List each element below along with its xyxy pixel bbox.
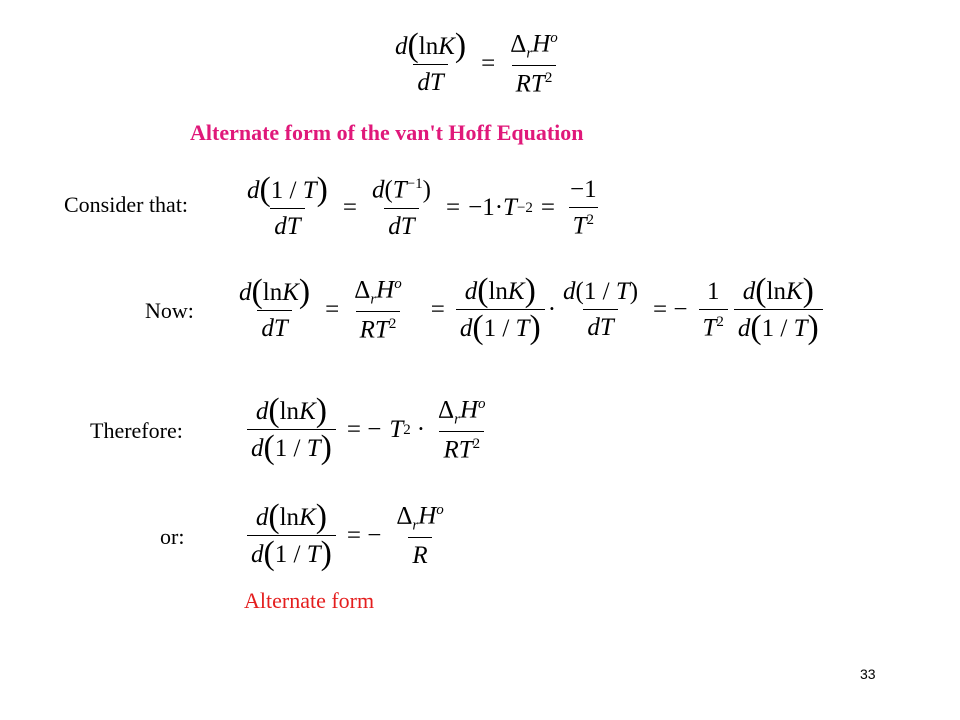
equation-chain-rule: $\frac{d(\ln K)}{dT}$ = $\frac{\Delta_rH^o}{RT^2}$ = $\frac{d(\ln K)}{d(1 / T)}$ · $\frac{d(1 / T)}{dT}$ = − $\frac{1}{T^2}$ $\frac{d(\ln K)}{d(1 / T)}$ <box>232 276 826 345</box>
alternate-form-label: Alternate form <box>244 588 375 613</box>
label-therefore: Therefore: <box>90 418 183 443</box>
equation-therefore: $\frac{d(\ln K)}{d(1 / T)}$ = − T 2 · $\frac{\Delta_rH^o}{RT^2}$ <box>244 396 493 465</box>
fraction-enthalpy-rt2: $\frac{\Delta_rH^o}{RT^2}$ <box>510 30 558 98</box>
vant-hoff-equation: $\frac{d(\ln K)}{dT}$ = $\frac{\Delta_rH^o}{RT^2}$ <box>388 30 565 99</box>
equation-derivative-inverse-t: $\frac{d(1 / T)}{dT}$ = $\frac{d(T^{-1})}{dT}$ = −1· T −2 = $\frac{-1}{T^2}$ <box>247 171 597 240</box>
label-now: Now: <box>145 298 194 323</box>
label-or: or: <box>160 524 185 549</box>
fraction-dlnk-dt: $\frac{d(\ln K)}{dT}$ <box>395 26 467 96</box>
label-consider-that: Consider that: <box>64 192 189 217</box>
equation-alternate-form: $\frac{d(\ln K)}{d(1 / T)}$ = − $\frac{\Delta_rH^o}{R}$ <box>244 502 451 570</box>
page-subtitle: Alternate form of the van't Hoff Equation <box>190 120 584 145</box>
page-number: 33 <box>860 666 876 682</box>
